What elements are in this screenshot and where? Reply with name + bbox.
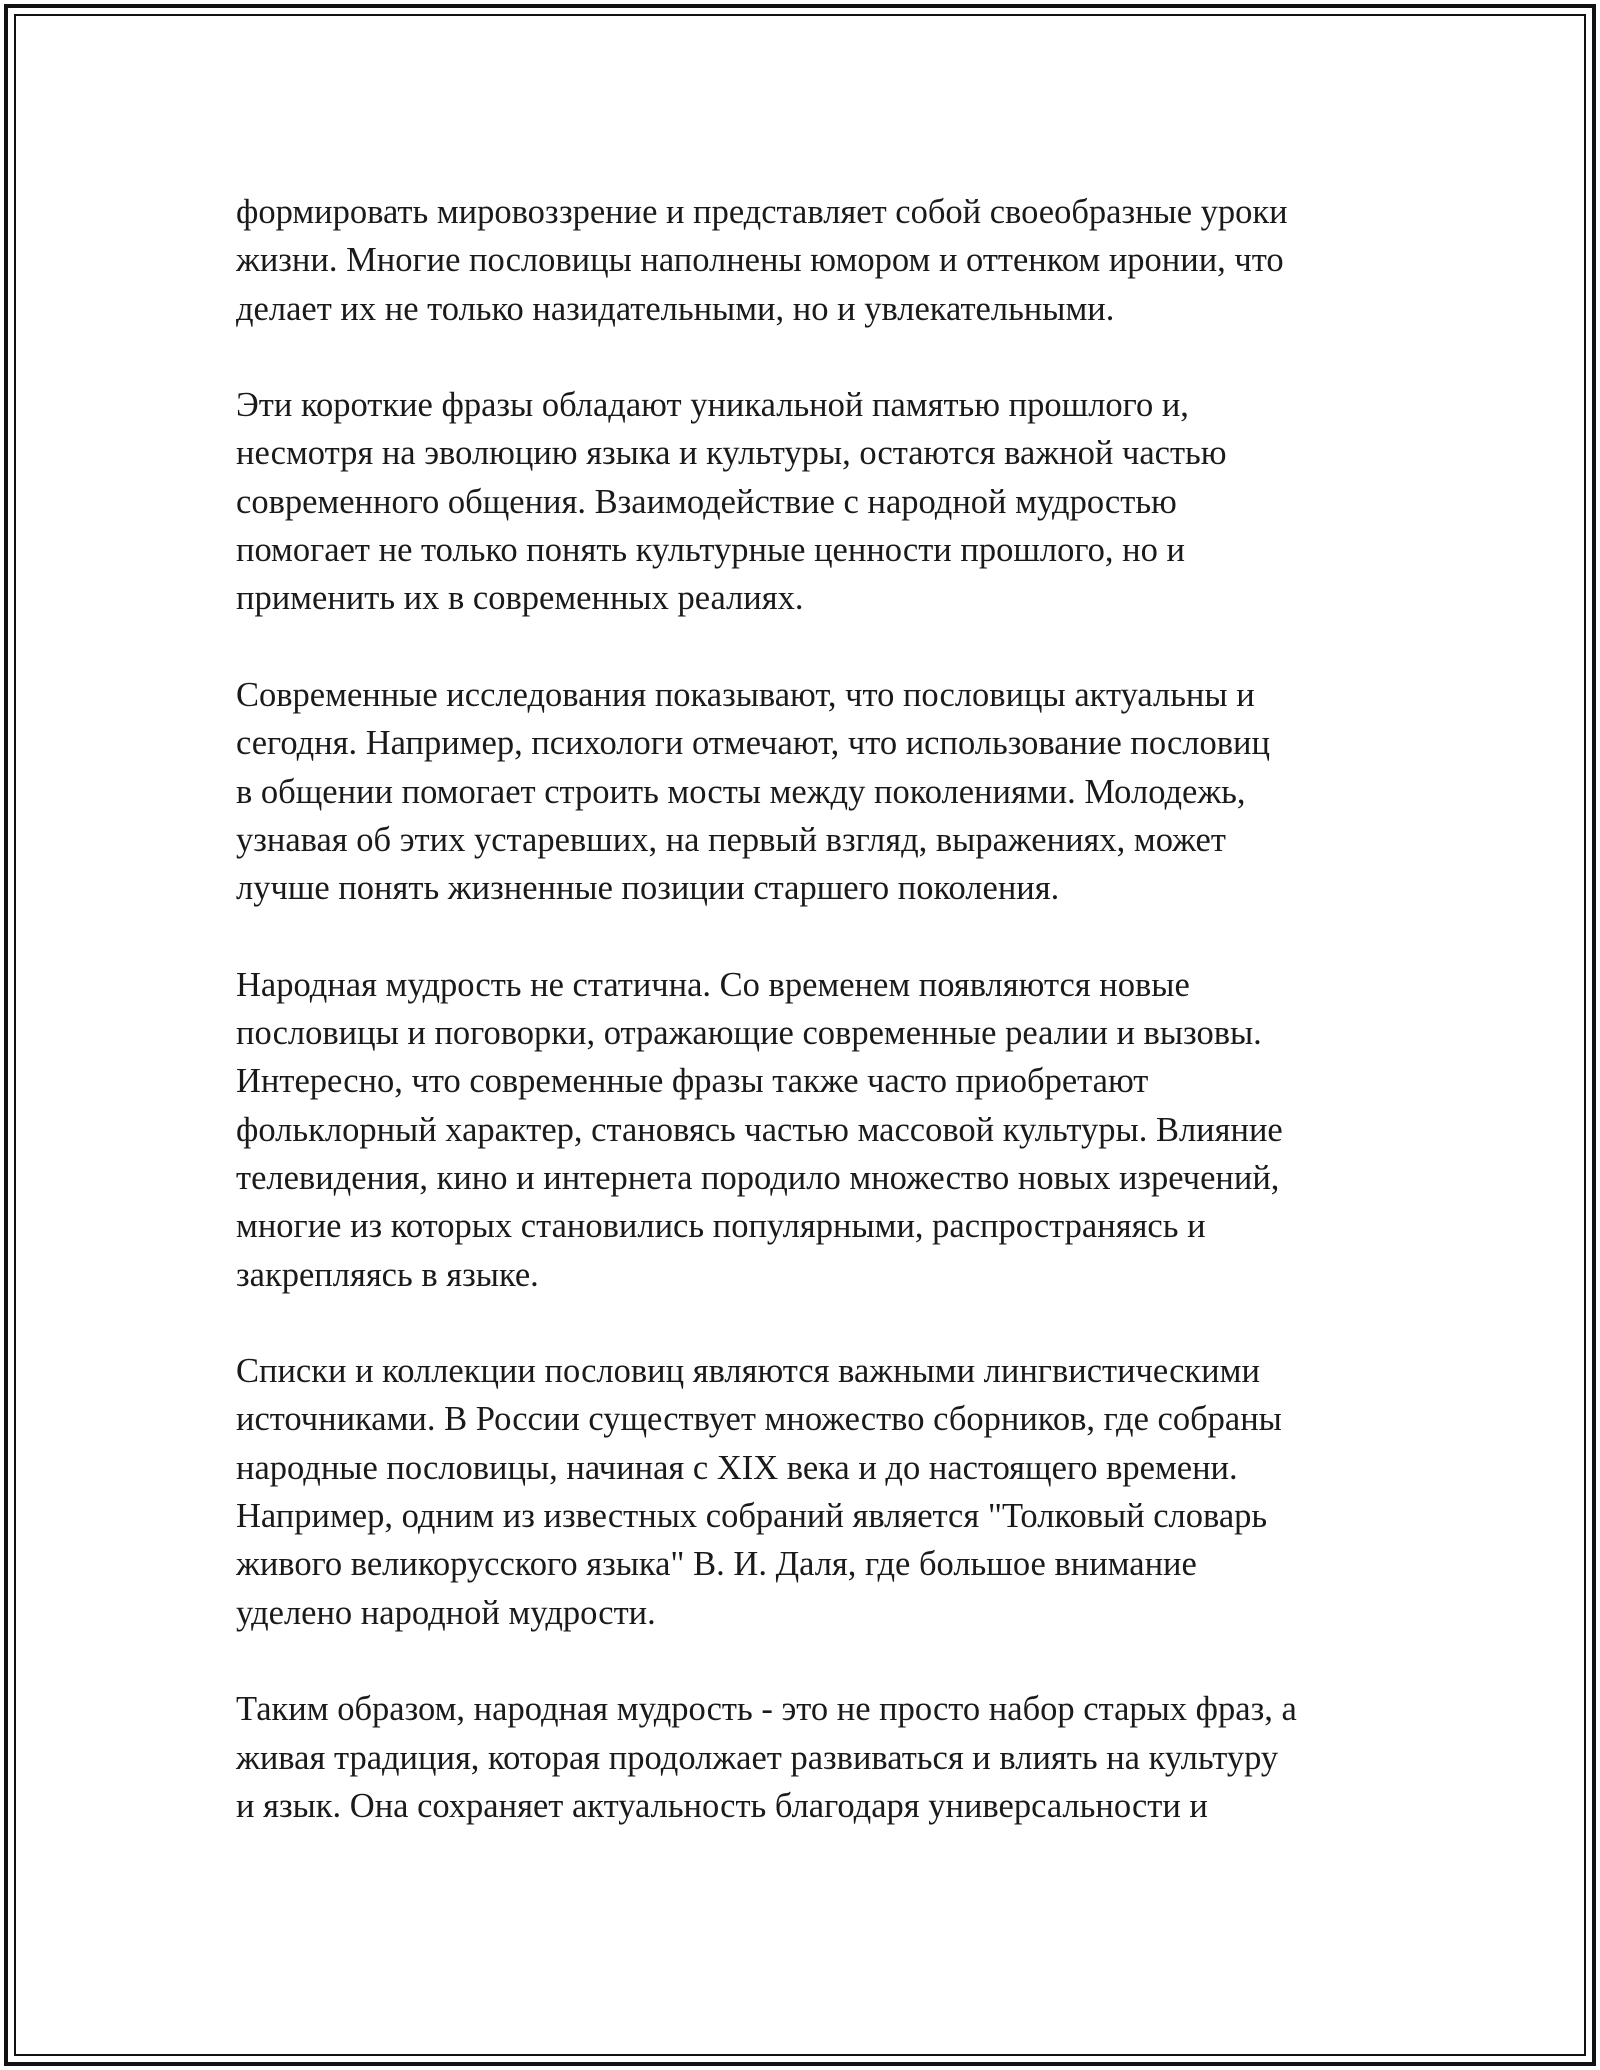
paragraph-3: Современные исследования показывают, что пословицы актуальны и сегодня. Например, психологи отмечают, что использование пословиц в общении помогает строить мосты между поколениями. Молодежь, узнавая об этих устаревших, на первый взгляд, выражениях, может лучше понять жизненные позиции старшего поколения. (236, 675, 1270, 908)
paragraph-6: Таким образом, народная мудрость - это не просто набор старых фраз, а живая традиция, которая продолжает развиваться и влиять на культуру и язык. Она сохраняет актуальность благодаря универсальности и (236, 1690, 1297, 1825)
paragraph-1: формировать мировоззрение и представляет собой своеобразные уроки жизни. Многие пословицы наполнены юмором и оттенком иронии, что делает их не только назидательными, но и увлекательными. (236, 193, 1288, 328)
paragraph-4: Народная мудрость не статична. Со временем появляются новые пословицы и поговорки, отражающие современные реалии и вызовы. Интересно, что современные фразы также часто приобретают фольклорный характер, становясь частью массовой культуры. Влияние телевидения, кино и интернета породило множество новых изречений, многие из которых становились популярными, распространяясь и закрепляясь в языке. (236, 965, 1283, 1294)
paragraph-5: Списки и коллекции пословиц являются важными лингвистическими источниками. В России существует множество сборников, где собраны народные пословицы, начиная с XIX века и до настоящего времени. Например, одним из известных собраний является "Толковый словарь живого великорусского языка" В. И. Даля, где большое внимание уделено народной мудрости. (236, 1352, 1282, 1632)
paragraph-2: Эти короткие фразы обладают уникальной памятью прошлого и, несмотря на эволюцию языка и культуры, остаются важной частью современного общения. Взаимодействие с народной мудростью помогает не только понять культурные ценности прошлого, но и применить их в современных реалиях. (236, 386, 1227, 618)
document-body (236, 188, 1386, 1878)
